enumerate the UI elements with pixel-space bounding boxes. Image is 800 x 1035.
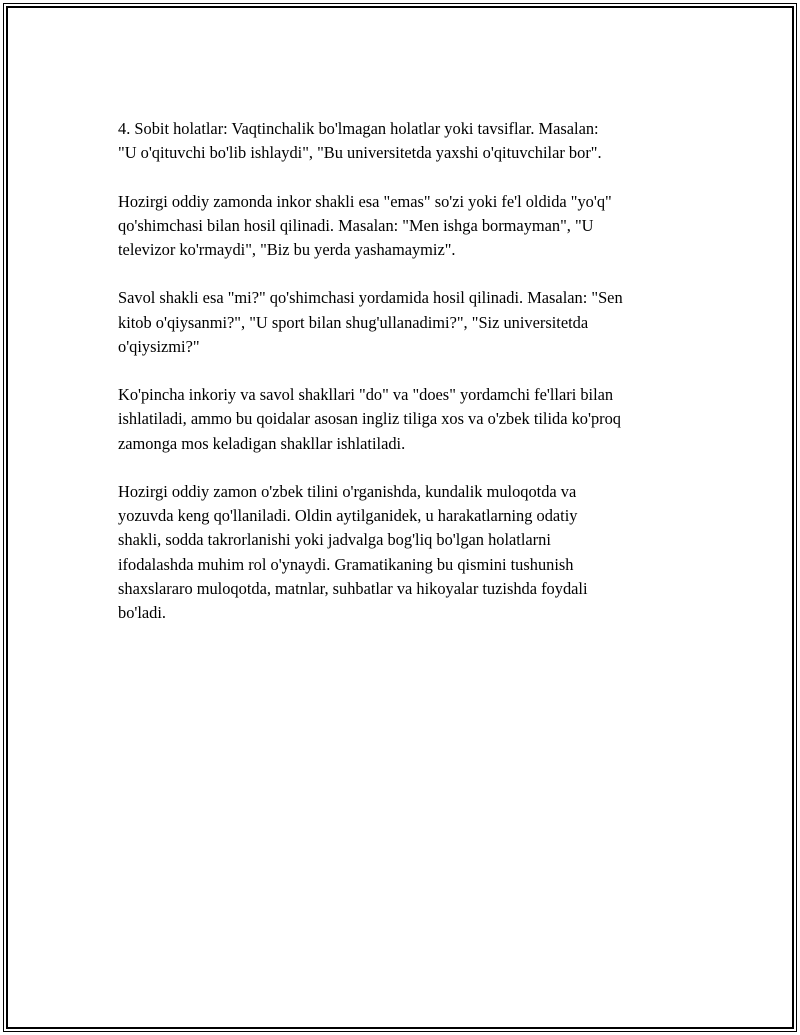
paragraph-line: zamonga mos keladigan shakllar ishlatiladi. <box>118 433 406 453</box>
paragraph-line: Savol shakli esa "mi?" qo'shimchasi yordamida hosil qilinadi. Masalan: "Sen <box>118 288 623 308</box>
paragraph-line: o'qiysizmi?" <box>118 336 200 356</box>
paragraph-line: Hozirgi oddiy zamonda inkor shakli esa "emas" so'zi yoki fe'l oldida "yo'q" <box>118 191 612 211</box>
paragraph-inkor-shakli <box>118 190 688 263</box>
paragraph-line: ifodalashda muhim rol o'ynaydi. Gramatikaning bu qismini tushunish <box>118 554 574 574</box>
paragraph-line: shakli, sodda takrorlanishi yoki jadvalga bog'liq bo'lgan holatlarni <box>118 530 551 550</box>
paragraph-line: Hozirgi oddiy zamon o'zbek tilini o'rganishda, kundalik muloqotda va <box>118 481 577 501</box>
paragraph-savol-shakli <box>118 286 688 359</box>
paragraph-line: "U o'qituvchi bo'lib ishlaydi", "Bu universitetda yaxshi o'qituvchilar bor". <box>118 143 602 163</box>
paragraph-line: ishlatiladi, ammo bu qoidalar asosan ingliz tiliga xos va o'zbek tilida ko'proq <box>118 409 621 429</box>
paragraph-line: Ko'pincha inkoriy va savol shakllari "do" va "does" yordamchi fe'llari bilan <box>118 385 614 405</box>
paragraph-line: yozuvda keng qo'llaniladi. Oldin aytilganidek, u harakatlarning odatiy <box>118 506 578 526</box>
paragraph-line: kitob o'qiysanmi?", "U sport bilan shug'ullanadimi?", "Siz universitetda <box>118 312 589 332</box>
paragraph-line: qo'shimchasi bilan hosil qilinadi. Masalan: "Men ishga bormayman", "U <box>118 215 594 235</box>
document-body <box>118 117 688 625</box>
paragraph-line: televizor ko'rmaydi", "Biz bu yerda yashamaymiz". <box>118 240 456 259</box>
paragraph-sobit-holatlar <box>118 117 688 165</box>
paragraph-line: 4. Sobit holatlar: Vaqtinchalik bo'lmagan holatlar yoki tavsiflar. Masalan: <box>118 119 599 138</box>
paragraph-line: shaxslararo muloqotda, matnlar, suhbatlar va hikoyalar tuzishda foydali <box>118 578 588 598</box>
paragraph-xulosa <box>118 480 688 625</box>
paragraph-line: bo'ladi. <box>118 603 167 622</box>
paragraph-yordamchi-fellar <box>118 383 688 456</box>
